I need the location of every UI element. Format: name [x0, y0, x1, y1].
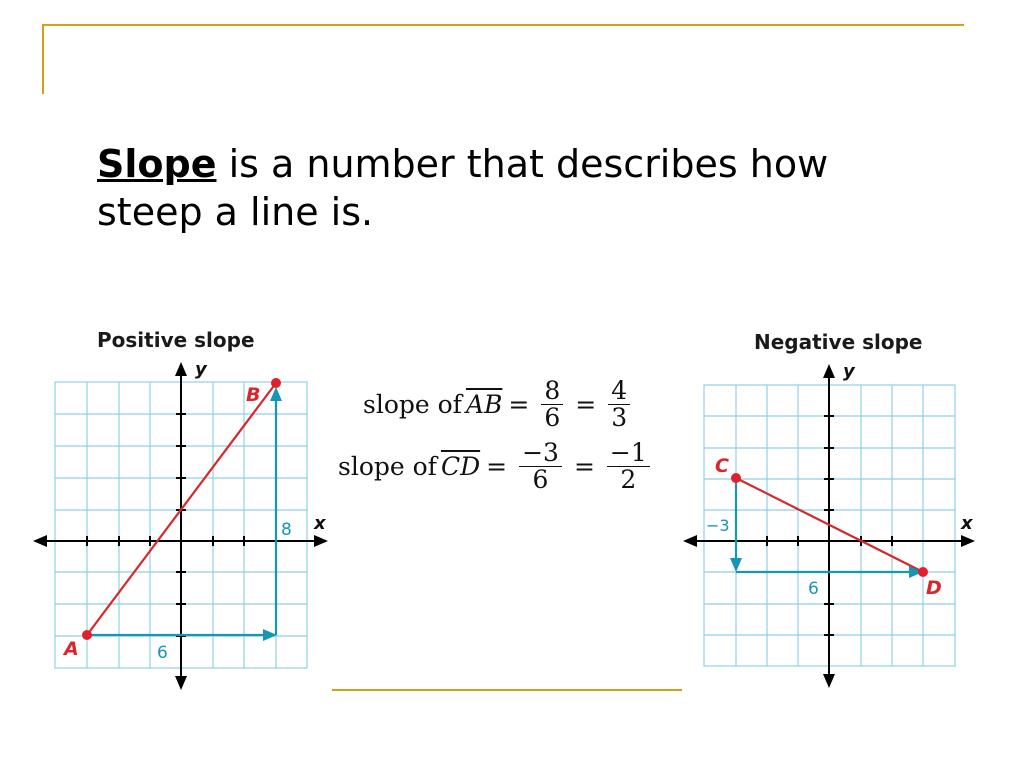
positive-x-label: x: [314, 513, 326, 534]
run-label-negative: 6: [808, 579, 819, 599]
positive-x-arrow-left: [33, 535, 47, 547]
point-c-label: C: [715, 455, 729, 477]
formula-ab-numerator-1: 8: [541, 378, 563, 405]
formula-cd-denominator-2: 2: [620, 465, 637, 495]
slide-title-term: Slope: [97, 142, 217, 186]
positive-y-arrow-down: [175, 676, 187, 690]
negative-y-arrow-up: [823, 364, 835, 378]
formula-cd-numerator-2: −1: [607, 440, 650, 467]
negative-x-arrow-right: [961, 535, 975, 547]
segment-ab-label: $\overline{AB}$: [465, 390, 503, 420]
slide-title-text: is a number that describes how steep a line is.: [97, 142, 829, 234]
formula-ab-denominator-1: 6: [544, 403, 561, 433]
formula-ab-fraction-2: [608, 378, 630, 432]
point-a: [82, 630, 92, 640]
formula-cd-denominator-1: 6: [532, 465, 549, 495]
positive-y-label: y: [195, 359, 207, 380]
negative-y-arrow-down: [823, 674, 835, 688]
rise-label-negative: −3: [706, 516, 730, 535]
rise-arrowhead-negative: [730, 558, 742, 572]
rise-label-positive: 8: [281, 520, 292, 540]
formula-ab: [363, 378, 636, 432]
negative-x-label: x: [961, 513, 973, 534]
formula-cd: [338, 440, 656, 494]
formula-ab-numerator-2: 4: [608, 378, 630, 405]
formula-ab-equals-2: =: [575, 390, 597, 420]
formula-cd-prefix: slope of: [338, 452, 437, 482]
point-d: [918, 567, 928, 577]
run-label-positive: 6: [157, 643, 168, 663]
formula-ab-denominator-2: 3: [611, 403, 628, 433]
segment-cd-label: $\overline{CD}$: [440, 452, 481, 482]
formula-cd-equals-1: =: [486, 452, 508, 482]
formula-ab-equals-1: =: [508, 390, 530, 420]
formula-cd-fraction-2: [607, 440, 650, 494]
formula-cd-equals-2: =: [573, 452, 595, 482]
negative-y-label: y: [843, 361, 855, 382]
formula-cd-fraction-1: [519, 440, 562, 494]
point-d-label: D: [926, 577, 942, 599]
formula-ab-fraction-1: [541, 378, 563, 432]
point-c: [731, 473, 741, 483]
positive-graph-title: Positive slope: [97, 328, 255, 352]
formula-ab-prefix: slope of: [363, 390, 462, 420]
formula-cd-numerator-1: −3: [519, 440, 562, 467]
positive-y-arrow-up: [175, 362, 187, 376]
point-a-label: A: [64, 638, 79, 660]
point-b-label: B: [246, 384, 261, 406]
point-b: [271, 378, 281, 388]
positive-x-arrow-right: [314, 535, 328, 547]
negative-graph-title: Negative slope: [754, 330, 923, 354]
negative-x-arrow-left: [683, 535, 697, 547]
